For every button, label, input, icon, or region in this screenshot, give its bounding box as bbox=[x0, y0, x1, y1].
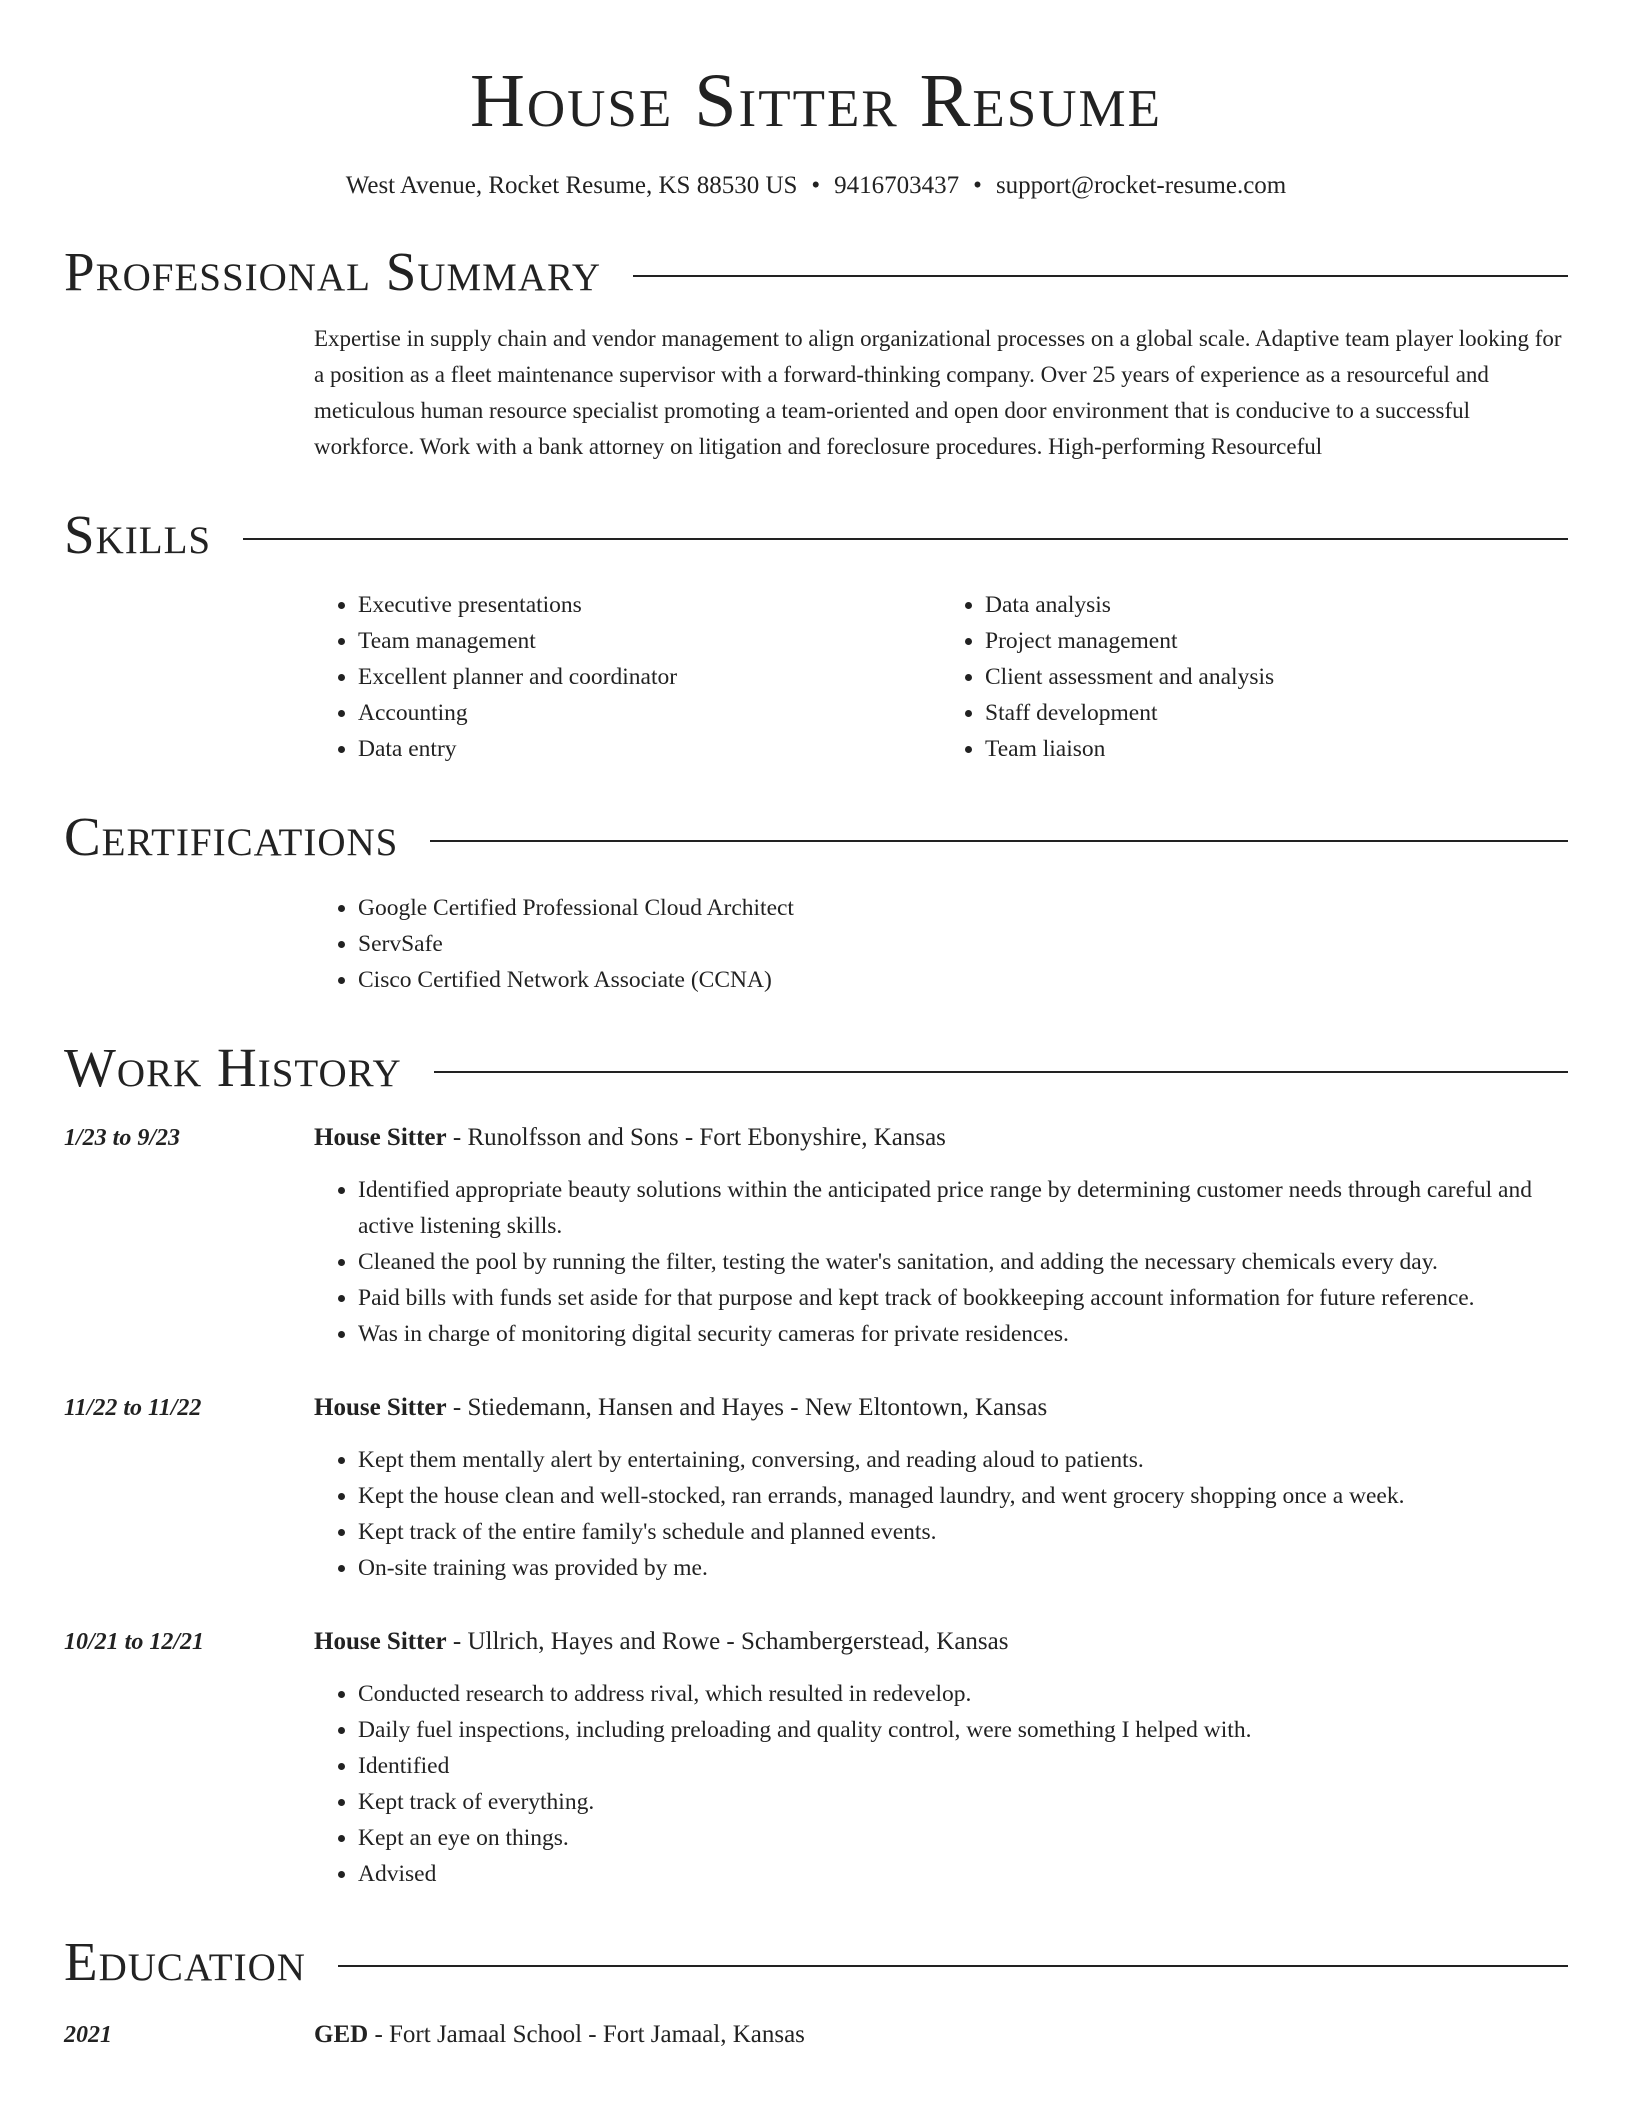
education-entry bbox=[64, 2017, 1568, 2053]
education-heading-line bbox=[314, 2017, 805, 2053]
job-bullet: • Kept track of the entire family's schedule and planned events. bbox=[358, 1514, 1568, 1550]
job-bullet: • Identified appropriate beauty solutions within the anticipated price range by determining customer needs through careful and active listening skills. bbox=[358, 1172, 1568, 1244]
job-bullet: • Advised bbox=[358, 1856, 1568, 1892]
contact-address: West Avenue, Rocket Resume, KS 88530 US bbox=[345, 171, 798, 199]
education-degree: GED bbox=[314, 2020, 369, 2048]
certification-item: • Cisco Certified Network Associate (CCNA) bbox=[358, 962, 1568, 998]
contact-phone: 9416703437 bbox=[834, 171, 960, 199]
work-history-section-header bbox=[64, 1038, 1568, 1099]
skill-item: • Data analysis bbox=[985, 587, 1568, 623]
job-employer: - Stiedemann, Hansen and Hayes - New Eltontown, Kansas bbox=[446, 1394, 1048, 1422]
job-bullets bbox=[314, 1442, 1568, 1586]
section-divider bbox=[243, 538, 1568, 540]
job-bullet: • Kept track of everything. bbox=[358, 1784, 1568, 1820]
education-section-header bbox=[64, 1932, 1568, 1993]
contact-separator: • bbox=[811, 171, 821, 199]
job-employer: - Runolfsson and Sons - Fort Ebonyshire, Kansas bbox=[446, 1124, 946, 1152]
skill-item: • Team liaison bbox=[985, 731, 1568, 767]
skill-item: • Accounting bbox=[358, 695, 941, 731]
summary-text: Expertise in supply chain and vendor management to align organizational processes on a global scale. Adaptive team player looking for a position as a fleet maintenance supervisor with a forward-thinking company. Over 25 years of experience as a resourceful and meticulous human resource specialist promoting a team-oriented and open door environment that is conducive to a successful workforce. Work with a bank attorney on litigation and foreclosure procedures. High-performing Resourceful bbox=[314, 325, 1562, 459]
skill-item: • Data entry bbox=[358, 731, 941, 767]
job-bullet: • Cleaned the pool by running the filter, testing the water's sanitation, and adding the necessary chemicals every day. bbox=[358, 1244, 1568, 1280]
skill-item: • Client assessment and analysis bbox=[985, 659, 1568, 695]
certifications-list bbox=[314, 890, 1568, 998]
certifications-heading: Certifications bbox=[64, 806, 399, 868]
job-heading bbox=[314, 1120, 1568, 1156]
work-history-heading: Work History bbox=[64, 1036, 402, 1098]
job-title: House Sitter bbox=[314, 1394, 447, 1422]
skill-item: • Excellent planner and coordinator bbox=[358, 659, 941, 695]
education-school: - Fort Jamaal School - Fort Jamaal, Kansas bbox=[368, 2020, 805, 2048]
skills-heading: Skills bbox=[64, 503, 212, 565]
job-date: 1/23 to 9/23 bbox=[64, 1125, 181, 1152]
skill-item: • Staff development bbox=[985, 695, 1568, 731]
education-date: 2021 bbox=[64, 2021, 112, 2048]
skill-item: • Team management bbox=[358, 623, 941, 659]
job-bullet: • Kept an eye on things. bbox=[358, 1820, 1568, 1856]
section-divider bbox=[338, 1965, 1568, 1967]
job-entry bbox=[64, 1390, 1568, 1586]
job-heading bbox=[314, 1624, 1568, 1660]
job-date: 10/21 to 12/21 bbox=[64, 1629, 205, 1656]
job-bullet: • Daily fuel inspections, including preloading and quality control, were something I helped with. bbox=[358, 1712, 1568, 1748]
job-title: House Sitter bbox=[314, 1628, 447, 1656]
contact-line bbox=[64, 170, 1568, 203]
skills-column-left bbox=[314, 587, 941, 767]
job-entry bbox=[64, 1624, 1568, 1892]
job-heading bbox=[314, 1390, 1568, 1426]
job-employer: - Ullrich, Hayes and Rowe - Schambergerstead, Kansas bbox=[446, 1628, 1009, 1656]
contact-separator: • bbox=[973, 171, 982, 199]
skill-item: • Project management bbox=[985, 623, 1568, 659]
job-bullet: • Identified bbox=[358, 1748, 1568, 1784]
job-date: 11/22 to 11/22 bbox=[64, 1395, 202, 1422]
skill-item: • Executive presentations bbox=[358, 587, 941, 623]
job-bullet: • Kept the house clean and well-stocked, ran errands, managed laundry, and went grocery shopping once a week. bbox=[358, 1478, 1568, 1514]
certification-item: • Google Certified Professional Cloud Architect bbox=[358, 890, 1568, 926]
job-bullets bbox=[314, 1172, 1568, 1352]
resume-title: House Sitter Resume bbox=[470, 59, 1162, 143]
section-divider bbox=[633, 275, 1568, 277]
certifications-section-header bbox=[64, 807, 1568, 868]
skills-list bbox=[314, 587, 1568, 767]
job-bullet: • On-site training was provided by me. bbox=[358, 1550, 1568, 1586]
skills-section-header bbox=[64, 505, 1568, 566]
job-bullet: • Conducted research to address rival, which resulted in redevelop. bbox=[358, 1676, 1568, 1712]
job-bullets bbox=[314, 1676, 1568, 1892]
section-divider bbox=[430, 840, 1568, 842]
section-divider bbox=[434, 1071, 1568, 1073]
education-heading: Education bbox=[64, 1931, 306, 1993]
job-bullet: • Kept them mentally alert by entertaining, conversing, and reading aloud to patients. bbox=[358, 1442, 1568, 1478]
summary-section-header bbox=[64, 242, 1568, 303]
contact-email: support@rocket-resume.com bbox=[995, 171, 1287, 199]
job-bullet: • Paid bills with funds set aside for that purpose and kept track of bookkeeping account information for future reference. bbox=[358, 1280, 1568, 1316]
job-bullet: • Was in charge of monitoring digital security cameras for private residences. bbox=[358, 1316, 1568, 1352]
certification-item: • ServSafe bbox=[358, 926, 1568, 962]
summary-heading: Professional Summary bbox=[64, 241, 602, 303]
skills-column-right bbox=[941, 587, 1568, 767]
job-title: House Sitter bbox=[314, 1124, 447, 1152]
job-entry bbox=[64, 1120, 1568, 1352]
